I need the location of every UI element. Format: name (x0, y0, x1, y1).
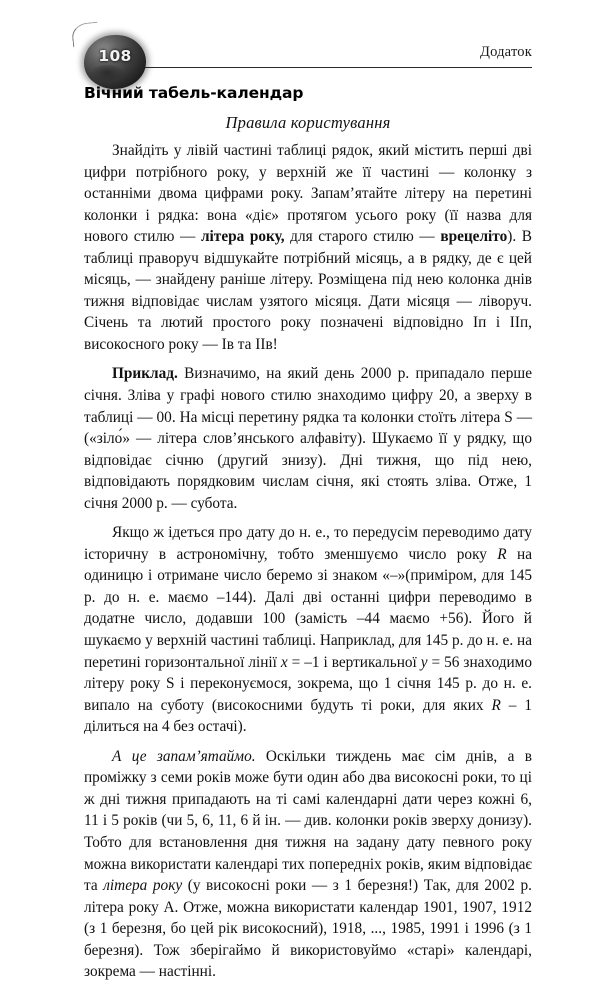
page-title: Вічний табель-календар (84, 84, 304, 102)
p3-text-5: – 1 ділиться на 4 без остачі). (84, 696, 532, 736)
example-label: Приклад. (112, 365, 178, 383)
p1-text-3: ). В таблиці праворуч відшукайте потрібний місяць, а в рядку, де є цей місяць, — знайдену раніше літеру. Розміщена під нею колонка днів тижня відповідає числам узятого місяця. Дати місяця — ліворуч. Січень та лютий простого року позначені відповідно Iп і IIп, високосного року — Iв та IIв! (84, 228, 532, 353)
variable-y: y (420, 653, 428, 671)
variable-r-1: R (497, 545, 507, 563)
term-vrutselito: врецеліто (440, 228, 508, 246)
running-head-title: Додаток (479, 44, 532, 60)
page-number: 108 (98, 47, 132, 65)
p3-text-1: Якщо ж ідеться про дату до н. е., то передусім переводимо дату історичну в астрономічну, тобто зменшуємо число року (84, 524, 532, 563)
p3-text-2: на одиницю і отримане число беремо зі знаком «–»(приміром, для 145 р. до н. е. маємо –144). Далі дві останні цифри переводимо в додатне число, додавши 100 (замість –44 маємо +56). Його й шукаємо у верхній частині таблиці. Наприклад, для 145 р. до н. е. на перетині горизонтальної лінії (84, 545, 532, 671)
p1-text-1: Знайдіть у лівій частині таблиці рядок, який містить перші дві цифри потрібного року, у верхній же її частині — колонку з останніми двома цифрами року. Запам’ятайте літеру на перетині колонки і рядка: вона «діє» протягом усього року (її назва для нового стилю — (84, 142, 532, 246)
paragraph-remember (84, 746, 532, 983)
variable-x: x (280, 653, 288, 671)
p4-text-2: (у високосні роки — з 1 березня!) Так, для 2002 р. літера року A. Отже, можна використати календар 1901, 1907, 1912 (з 1 березня, бо цей рік високосний), 1918, ..., 1985, 1991 і 1996 (з 1 березня). Тож зберігаймо й використовуймо «старі» календарі, зокрема — настінні. (84, 877, 532, 981)
p2-text-1: Визначимо, на який день 2000 р. припадало перше січня. Зліва у графі нового стилю знаходимо цифру 20, а зверху в таблиці — 00. На місці перетину рядка та колонки стоїть літера Ѕ — («зіло́» — літера слов’янського алфавіту). Шукаємо її у рядку, що відповідає січню (другий знизу). Дні тижня, що під нею, відповідають порядковим числам січня, які стоять зліва. Отже, 1 січня 2000 р. — субота. (84, 365, 532, 512)
paragraph-example (84, 363, 532, 514)
p3-text-3: = –1 і вертикальної (287, 653, 421, 671)
paragraph-rules (84, 140, 532, 355)
page-content (84, 84, 532, 983)
page-subtitle: Правила користування (225, 113, 391, 132)
term-litera-roku-italic: літера року (103, 877, 183, 895)
term-litera-roku: літера року, (200, 228, 285, 246)
paragraph-bc-dates (84, 522, 532, 737)
p1-text-2: для старого стилю — (284, 228, 441, 246)
remember-label: А це запам’ятаймо. (112, 747, 256, 765)
variable-r-2: R (491, 696, 501, 714)
p3-text-4: = 56 знаходимо літеру року Ѕ і переконуємося, зокрема, що 1 січня 145 р. до н. е. випало на суботу (високосними будуть ті роки, для яких (84, 653, 532, 714)
header-rule (128, 67, 532, 68)
p4-text-1: Оскільки тиждень має сім днів, а в проміжку з семи років може бути один або два високосні роки, то ці ж дні тижня припадають на ті самі календарні дати через кожні 6, 11 і 5 років (чи 5, 6, 11, 6 й ін. — див. колонки років зверху донизу). Тобто для встановлення дня тижня на задану дату певного року можна використати календарі тих попередніх років, яким відповідає та (84, 747, 532, 895)
running-head (84, 44, 532, 74)
